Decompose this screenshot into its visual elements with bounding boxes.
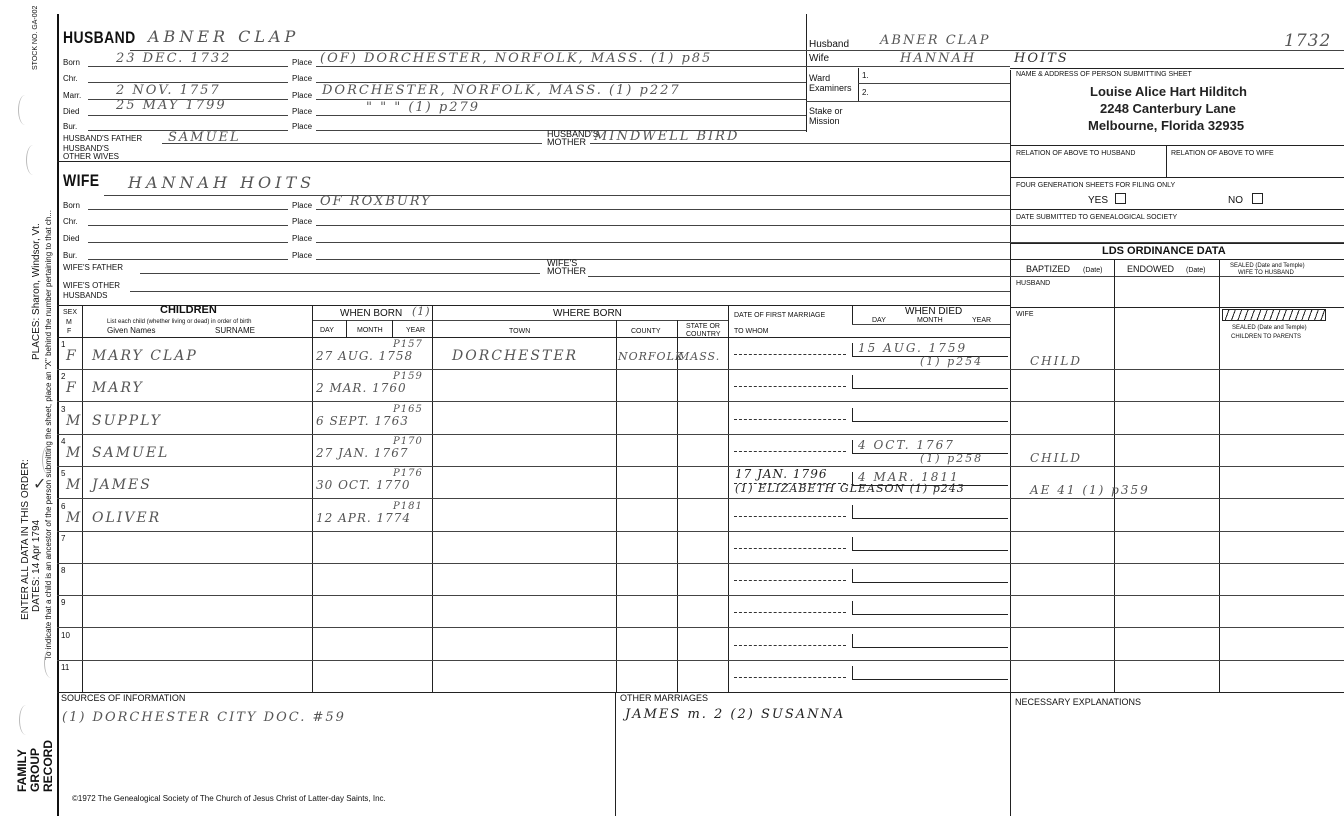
child-ref[interactable]: P170 [393,436,423,447]
wife-other-husbands-line [130,291,1010,292]
lds-husband-label: HUSBAND [1016,280,1051,287]
child-row-line [57,531,728,532]
child-number: 8 [61,566,66,575]
child-born[interactable]: 2 MAR. 1760 [316,381,407,395]
punch-hole-5 [19,705,33,735]
indicate-instruction: To indicate that a child is an ancestor of the person submitting the sheet, place an "X" behind the number pertaining to that ch... [44,210,53,660]
ward-label: Ward [809,73,831,83]
county-label: COUNTY [631,328,661,335]
child-lds-line [1010,595,1344,596]
husband-born-line [88,66,288,67]
husband-chr-label: Chr. [63,74,78,83]
child-died[interactable]: 15 AUG. 1759 [858,341,968,355]
husband-father-line [162,143,542,144]
child-spouse-line [728,595,1010,596]
child-spouse-line [728,627,1010,628]
husband-born-place[interactable]: (OF) DORCHESTER, NORFOLK, MASS. (1) p85 [320,51,713,66]
child-row-line [57,660,728,661]
child-marriage-line [734,612,846,613]
child-row-line [57,498,728,499]
born-year-label: YEAR [406,327,426,334]
child-lds-line [1010,660,1344,661]
husband-other-wives-label-2: OTHER WIVES [63,152,120,161]
examiner-2: 2. [862,88,869,97]
explanations-label: NECESSARY EXPLANATIONS [1015,697,1142,707]
husband-died-place-line [316,115,806,116]
wife-born-line [88,209,288,210]
husband-name[interactable]: ABNER CLAP [148,27,300,46]
husband-born-place-line [316,66,806,67]
wife-mother-label-1: WIFE'S [547,258,578,268]
child-died-line [852,388,1008,389]
header-wife-label: Wife [809,53,829,64]
child-county[interactable]: NORFOLK [618,350,685,363]
child-number: 1 [61,340,66,349]
lds-title-bottom [1010,259,1344,260]
child-marriage-line [734,516,846,517]
husband-father-label: HUSBAND'S FATHER [63,134,143,143]
lds-baptized-date: (Date) [1083,267,1103,274]
when-born-mark: (1) [412,305,431,318]
child-born[interactable]: 6 SEPT. 1763 [316,414,409,428]
wife-died-line [88,242,288,243]
died-year-label: YEAR [972,317,992,324]
child-born[interactable]: 30 OCT. 1770 [316,478,411,492]
died-header-line [852,324,1010,325]
examiner-1: 1. [862,71,869,80]
born-month-label: MONTH [357,327,383,334]
lds-sealed-cp-2: CHILDREN TO PARENTS [1231,334,1302,340]
child-lds[interactable]: AE 41 (1) p359 [1030,483,1150,497]
child-died-tick [852,601,853,614]
child-died-tick [852,634,853,647]
no-label: NO [1228,195,1243,206]
first-marriage-label: DATE OF FIRST MARRIAGE [734,312,826,319]
submitter-city[interactable]: Melbourne, Florida 32935 [1088,118,1245,133]
state-label-2: COUNTRY [686,331,721,338]
wife-heading: WIFE [63,171,100,190]
relation-divider [1166,145,1167,177]
header-year[interactable]: 1732 [1284,31,1332,51]
child-died-tick [852,537,853,550]
punch-hole-4 [44,648,58,678]
lds-sealed-cp-1: SEALED (Date and Temple) [1232,325,1307,331]
child-spouse[interactable]: (1) ELIZABETH GLEASON (1) p243 [735,482,965,495]
header-wife-name[interactable]: HANNAH [900,51,977,66]
stock-number: STOCK NO. GA-002 [32,5,39,70]
child-name[interactable]: SAMUEL [92,445,170,461]
children-given-label: Given Names [107,326,156,335]
husband-other-wives-label-1: HUSBAND'S [63,144,109,153]
col-county [677,320,678,692]
born-day-label: DAY [320,327,334,334]
lds-baptized-label: BAPTIZED [1026,264,1071,274]
wife-name-line [104,195,1010,196]
child-sex[interactable]: M [66,445,83,461]
husband-mother[interactable]: MINDWELL BIRD [594,129,740,144]
children-sex-label: SEX [63,309,78,316]
husband-marr-place-label: Place [292,91,313,100]
child-ref[interactable]: P157 [393,339,423,350]
children-list-note: List each child (whether living or dead) in order of birth [107,319,252,325]
wife-mother-label-2: MOTHER [547,266,586,276]
husband-mother-line [590,143,1010,144]
no-checkbox[interactable] [1252,193,1263,204]
wife-born-place-line [316,209,1010,210]
child-lds-line [1010,563,1344,564]
husband-died-place[interactable]: " " " (1) p279 [366,100,481,115]
husband-died-place-label: Place [292,107,313,116]
wife-mother-line [588,276,1010,277]
child-spouse-line [728,369,1010,370]
lds-hatch [1222,309,1326,321]
child-born[interactable]: 27 JAN. 1767 [316,446,409,460]
wife-chr-label: Chr. [63,217,78,226]
child-died[interactable]: 4 OCT. 1767 [858,438,955,452]
child-number: 9 [61,598,66,607]
wife-other-husbands-label-1: WIFE'S OTHER [63,281,121,290]
husband-chr-place-label: Place [292,74,313,83]
col-born-month [392,320,393,337]
husband-father[interactable]: SAMUEL [168,130,241,145]
children-surname-label: SURNAME [215,326,256,335]
header-husband-label: Husband [809,39,850,50]
child-sex[interactable]: F [66,348,78,364]
child-died-ref[interactable]: (1) p254 [920,355,984,368]
town-label: TOWN [509,328,531,335]
bottom-divider [615,692,616,816]
child-number: 4 [61,437,66,446]
died-month-label: MONTH [917,317,943,324]
child-sex[interactable]: F [66,380,78,396]
child-row-line [57,563,728,564]
child-marriage-line [734,354,846,355]
child-name[interactable]: OLIVER [92,510,162,526]
child-sex[interactable]: M [66,510,83,526]
col-born-day [346,320,347,337]
child-died-line [852,518,1008,519]
wife-father-line [140,273,540,274]
child-lds-line [1010,434,1344,435]
enter-all-instruction: ENTER ALL DATA IN THIS ORDER: [20,459,31,620]
child-marriage-line [734,645,846,646]
child-marriage-line [734,677,846,678]
child-died-tick [852,666,853,679]
header-husband-name[interactable]: ABNER CLAP [880,33,991,48]
child-lds-line [1010,369,1344,370]
child-lds-line [1010,466,1344,467]
sources-text[interactable]: (1) DORCHESTER CITY DOC. #59 [62,710,346,725]
header-surname[interactable]: HOITS [1014,51,1069,66]
child-died-line [852,550,1008,551]
child-state[interactable]: MASS. [678,350,721,363]
child-sex[interactable]: M [66,477,83,493]
child-name[interactable]: MARY CLAP [92,348,198,364]
col-died [852,305,853,324]
child-number: 11 [61,663,70,672]
lds-endowed-date: (Date) [1186,267,1206,274]
wife-born-label: Born [63,201,80,210]
child-spouse-line [728,401,1010,402]
child-died-tick [852,375,853,388]
child-number: 7 [61,534,66,543]
child-lds-line [1010,627,1344,628]
punch-hole-2 [26,145,40,175]
child-died-line [852,614,1008,615]
husband-mother-label-2: MOTHER [547,137,586,147]
husband-marr-label: Marr. [63,91,82,100]
where-born-label: WHERE BORN [553,308,622,319]
submitter-name[interactable]: Louise Alice Hart Hilditch [1090,84,1247,99]
child-died-line [852,421,1008,422]
child-spouse-line [728,498,1010,499]
child-number: 6 [61,502,66,511]
child-died-line [852,647,1008,648]
right-top-line [1010,68,1344,69]
child-marriage-line [734,386,846,387]
wife-chr-place-label: Place [292,217,313,226]
husband-bur-place-label: Place [292,122,313,131]
child-died-line [852,582,1008,583]
husband-died-label: Died [63,107,80,116]
husband-died-date[interactable]: 25 MAY 1799 [116,98,227,113]
child-lds-line [1010,531,1344,532]
submitter-street[interactable]: 2248 Canterbury Lane [1100,101,1236,116]
died-day-label: DAY [872,317,886,324]
child-spouse-line [728,563,1010,564]
relation-wife-label: RELATION OF ABOVE TO WIFE [1171,150,1274,157]
wife-born-place[interactable]: OF ROXBURY [320,194,432,209]
child-spouse-line [728,660,1010,661]
yes-label: YES [1088,195,1109,206]
child-lds[interactable]: CHILD [1030,451,1082,465]
child-number: 3 [61,405,66,414]
husband-section-bottom [57,161,1010,162]
lds-header-bottom [1010,276,1344,277]
wife-chr-line [88,225,288,226]
punch-hole-1 [18,95,32,125]
children-sex-m: M [66,319,72,326]
child-lds-line [1010,401,1344,402]
header-divider [806,14,807,132]
children-header-subline [312,320,728,321]
when-died-label: WHEN DIED [905,306,963,317]
child-row-line [57,401,728,402]
check-mark: ✓ [33,476,47,493]
lds-top [1010,243,1344,244]
punch-hole-3 [42,445,56,475]
ward-bottom-line [806,101,1010,102]
children-sex-f: F [67,328,72,335]
children-heading: CHILDREN [160,304,217,316]
wife-father-label: WIFE'S FATHER [63,263,124,272]
date-submitted-label: DATE SUBMITTED TO GENEALOGICAL SOCIETY [1016,214,1178,221]
husband-mother-label-1: HUSBAND'S [547,129,599,139]
child-died-tick [852,505,853,518]
ward-divider [858,68,859,102]
child-town[interactable]: DORCHESTER [452,348,579,364]
header-wife-line [806,66,1010,67]
examiner-mid-line [858,83,1010,84]
child-lds-line [1010,498,1344,499]
child-born[interactable]: 12 APR. 1774 [316,511,412,525]
yes-checkbox[interactable] [1115,193,1126,204]
wife-born-place-label: Place [292,201,313,210]
child-name[interactable]: JAMES [92,477,152,493]
wife-died-label: Died [63,234,80,243]
lds-endowed-label: ENDOWED [1127,264,1174,274]
child-ref[interactable]: P181 [393,501,423,512]
child-spouse-line [728,531,1010,532]
examiners-label: Examiners [809,83,852,93]
child-row-line [57,627,728,628]
wife-other-husbands-label-2: HUSBANDS [63,291,108,300]
child-died-tick [852,569,853,582]
child-name[interactable]: MARY [92,380,144,396]
husband-born-label: Born [63,58,80,67]
child-died[interactable]: 4 MAR. 1811 [858,470,960,484]
husband-died-line [88,115,288,116]
child-marriage-line [734,451,846,452]
col-town [616,320,617,692]
husband-heading: HUSBAND [63,28,136,47]
stake-label-1: Stake or [809,106,843,116]
wife-bur-line [88,259,288,260]
sources-label: SOURCES OF INFORMATION [61,693,186,703]
lds-sealed-wh-2: WIFE TO HUSBAND [1238,270,1294,276]
lds-husband-bottom [1010,307,1344,308]
child-spouse-line [728,434,1010,435]
lds-wife-label: WIFE [1016,311,1034,318]
husband-born-place-label: Place [292,58,313,67]
child-number: 2 [61,372,66,381]
wife-name[interactable]: HANNAH HOITS [128,173,316,192]
four-gen-label: FOUR GENERATION SHEETS FOR FILING ONLY [1016,182,1176,189]
wife-died-place-label: Place [292,234,313,243]
child-born[interactable]: 27 AUG. 1758 [316,349,414,363]
child-number: 10 [61,631,70,640]
to-whom-label: TO WHOM [734,328,769,335]
child-sex[interactable]: M [66,413,83,429]
husband-born-date[interactable]: 23 DEC. 1732 [116,51,232,66]
husband-marr-place[interactable]: DORCHESTER, NORFOLK, MASS. (1) p227 [322,83,681,98]
child-number: 5 [61,469,66,478]
form-title-record: RECORD [41,739,55,792]
child-died-tick [852,408,853,421]
left-frame-line [57,14,59,816]
child-ref[interactable]: P176 [393,468,423,479]
other-marriages-text[interactable]: JAMES m. 2 (2) SUSANNA [625,707,846,722]
submitter-bottom [1010,145,1344,146]
wife-bur-label: Bur. [63,251,78,260]
child-name[interactable]: SUPPLY [92,413,162,429]
relation-husband-label: RELATION OF ABOVE TO HUSBAND [1016,150,1136,157]
header-husband-line [806,50,1344,51]
child-died-tick [852,440,853,453]
four-gen-bottom [1010,209,1344,210]
right-column-divider [1010,70,1011,816]
state-label-1: STATE OR [686,323,720,330]
child-ref[interactable]: P165 [393,404,423,415]
wife-bur-place-label: Place [292,251,313,260]
wife-chr-place-line [316,225,1344,226]
child-marriage-line [734,548,846,549]
child-row-line [57,595,728,596]
child-died-line [852,679,1008,680]
when-born-label: WHEN BORN [340,308,403,319]
child-marriage-line [734,580,846,581]
child-marriage-date[interactable]: 17 JAN. 1796 [735,467,828,481]
copyright: ©1972 The Genealogical Society of The Church of Jesus Christ of Latter-day Saints, Inc. [72,794,386,803]
child-died-ref[interactable]: (1) p258 [920,452,984,465]
child-lds[interactable]: CHILD [1030,354,1082,368]
children-header-bottom [57,337,1010,338]
child-ref[interactable]: P159 [393,371,423,382]
places-instruction: PLACES: Sharon, Windsor, Vt. [31,223,42,360]
wife-bur-place-line [316,259,1010,260]
stake-label-2: Mission [809,116,840,126]
relation-bottom [1010,177,1344,178]
form-title-group: GROUP [28,747,42,792]
child-died-tick [852,343,853,356]
husband-bur-label: Bur. [63,122,78,131]
lds-title: LDS ORDINANCE DATA [1102,245,1226,257]
husband-marr-date[interactable]: 2 NOV. 1757 [116,83,221,98]
child-marriage-line [734,419,846,420]
dates-instruction: DATES: 14 Apr 1794 [31,519,42,612]
form-title-family: FAMILY [15,749,29,792]
lds-sealed-wh-1: SEALED (Date and Temple) [1230,263,1305,269]
submitter-label: NAME & ADDRESS OF PERSON SUBMITTING SHEET [1016,71,1192,78]
other-marriages-label: OTHER MARRIAGES [620,693,709,703]
